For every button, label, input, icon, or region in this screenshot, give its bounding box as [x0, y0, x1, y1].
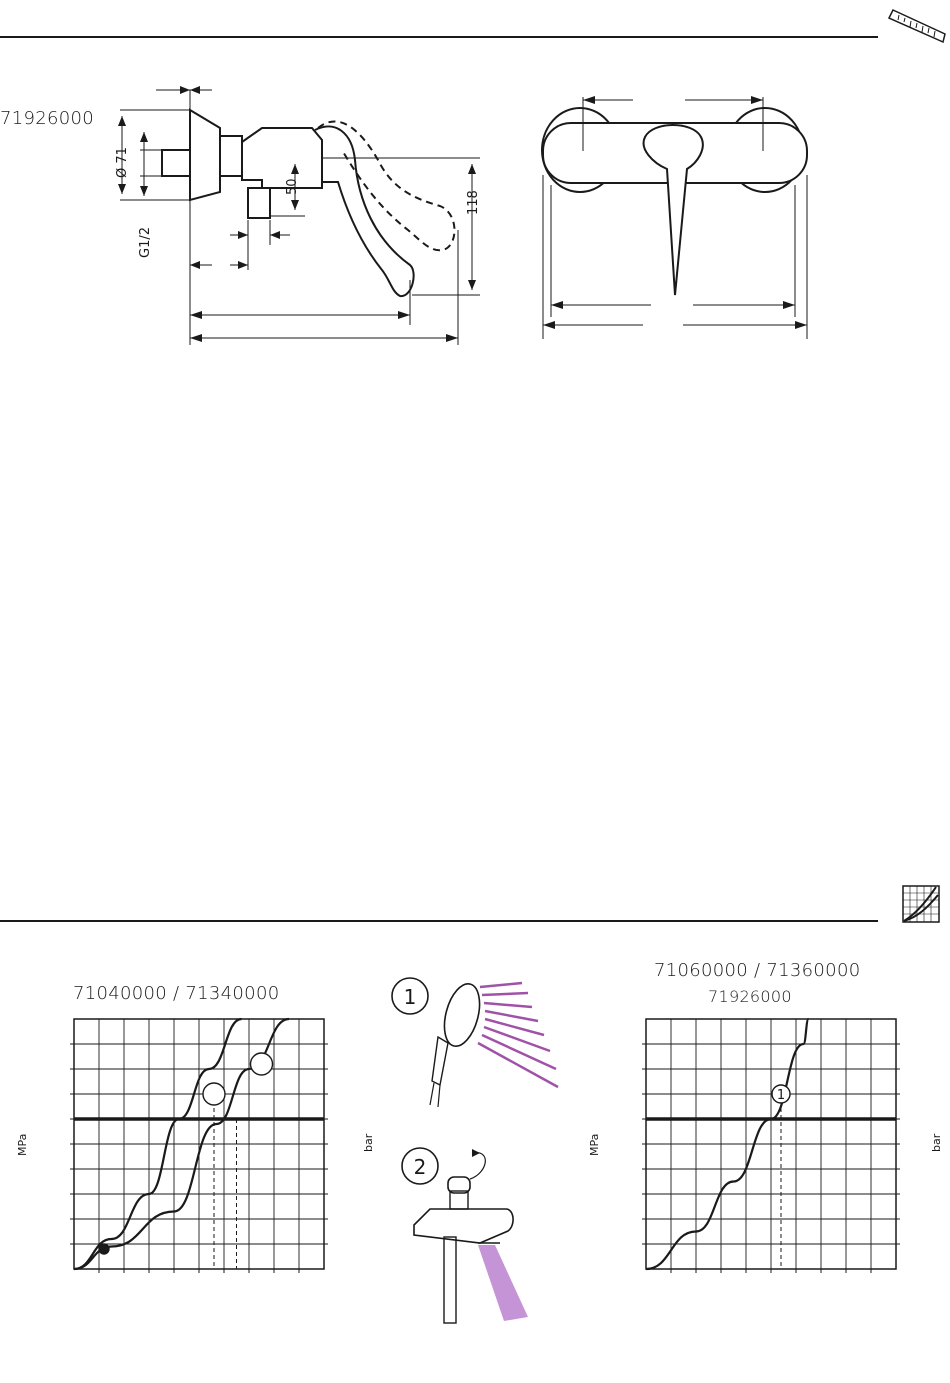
chart-right-title-1: 71060000 / 71360000: [654, 960, 861, 981]
dim-height-50: 50: [285, 178, 300, 195]
step-1-number: 1: [403, 985, 417, 1009]
front-view-drawing: [535, 85, 815, 345]
chart-left-title: 71040000 / 71340000: [73, 983, 280, 1004]
step-1-shower-illustration: [390, 975, 570, 1110]
data-point: [99, 1244, 109, 1254]
step-2-number: 2: [413, 1155, 427, 1179]
chart-right-unit-bar: bar: [930, 1133, 943, 1152]
chart-right-title-2: 71926000: [708, 987, 792, 1006]
chart-left: [73, 1018, 325, 1270]
side-view-drawing: [100, 80, 500, 350]
chart-left-unit-bar: bar: [362, 1133, 375, 1152]
dim-diameter: Ø 71: [115, 147, 130, 178]
chart-right-curve-marker: 1: [776, 1088, 786, 1103]
ruler-icon: [885, 6, 947, 44]
chart-right: [645, 1018, 897, 1270]
flow-chart-icon: [902, 885, 940, 923]
model-code: 71926000: [0, 108, 95, 129]
step-2-spout-illustration: [400, 1145, 550, 1323]
chart-left-unit-mpa: MPa: [16, 1133, 29, 1156]
dim-height-118: 118: [466, 190, 481, 215]
top-divider: [0, 36, 878, 38]
data-point: [203, 1083, 225, 1105]
data-point: [251, 1053, 273, 1075]
chart-right-unit-mpa: MPa: [588, 1133, 601, 1156]
bottom-divider: [0, 920, 878, 922]
dim-thread: G1/2: [138, 227, 153, 258]
